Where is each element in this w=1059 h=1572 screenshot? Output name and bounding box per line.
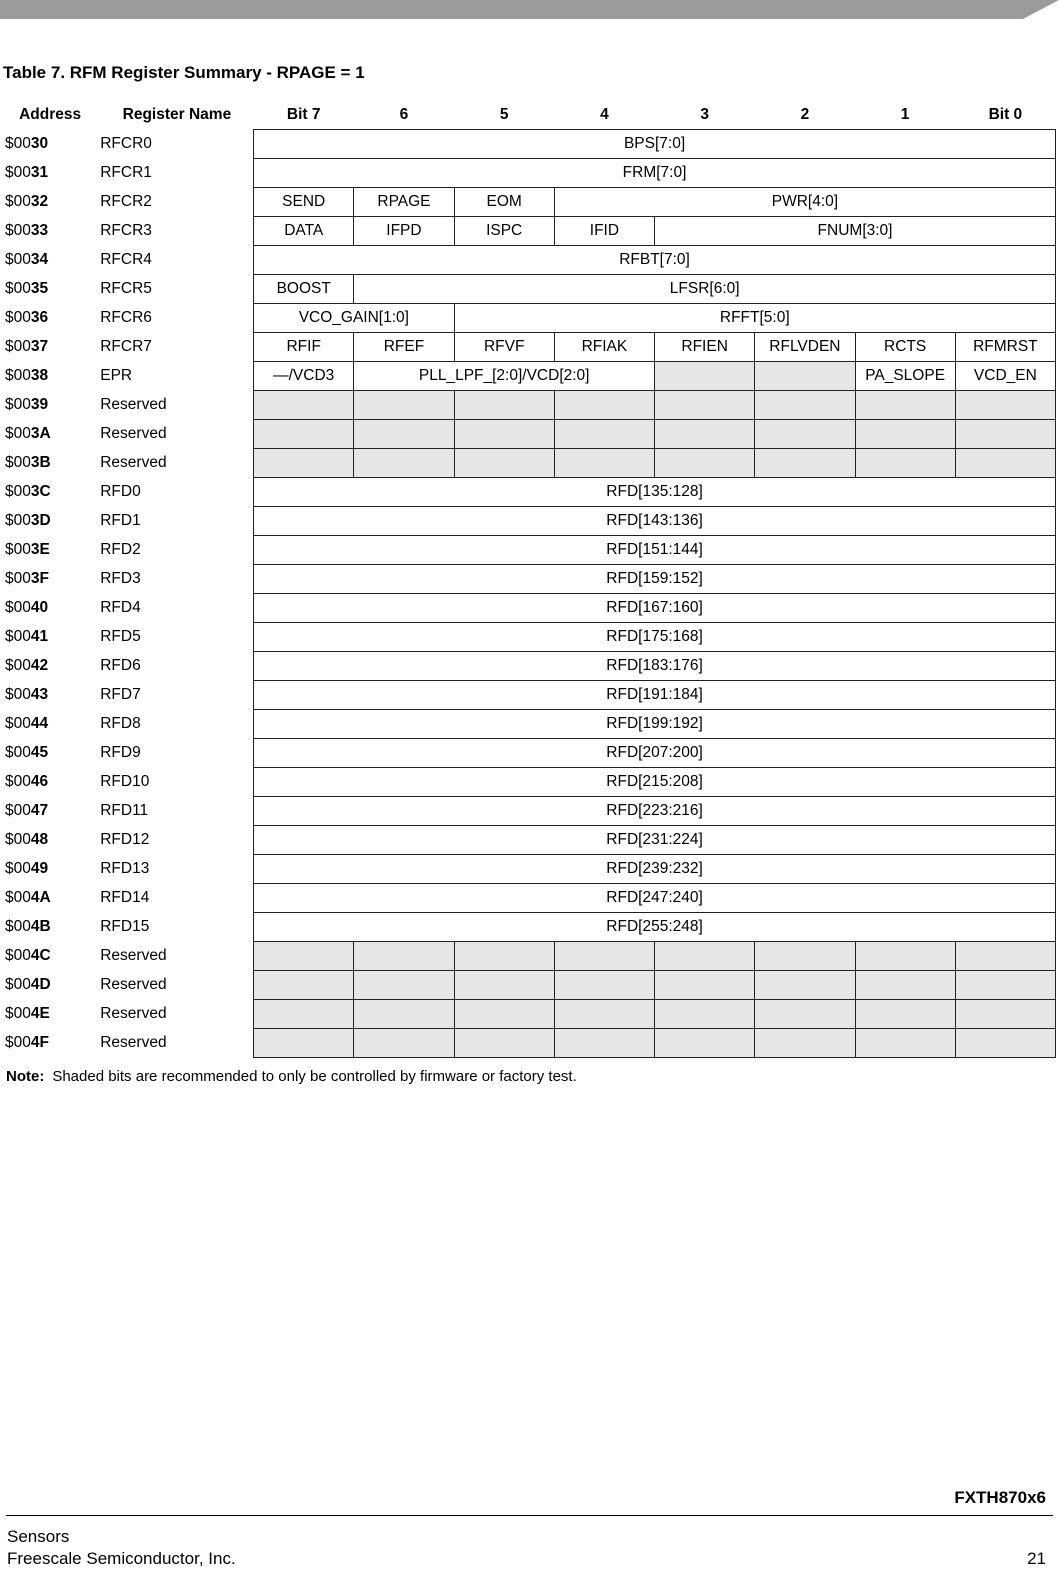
- bit-field-cell: VCD_EN: [955, 362, 1055, 391]
- reserved-bit-cell: [755, 942, 855, 971]
- footer-part-number: FXTH870x6: [954, 1488, 1046, 1507]
- register-address: $0032: [5, 193, 49, 210]
- reserved-bit-cell: [554, 391, 654, 420]
- bit-field-cell: RFMRST: [955, 333, 1055, 362]
- register-address: $003C: [5, 483, 51, 500]
- reserved-bit-cell: [855, 971, 955, 1000]
- table-row: [0, 594, 1056, 623]
- bit-field-cell: RFD[183:176]: [254, 652, 1056, 681]
- table-row: [0, 507, 1056, 536]
- register-name: RFCR2: [100, 193, 152, 210]
- bit-field-cell: RFD[151:144]: [254, 536, 1056, 565]
- bit-field-cell: RFD[135:128]: [254, 478, 1056, 507]
- bit-field-cell: RFBT[7:0]: [254, 246, 1056, 275]
- table-row: [0, 652, 1056, 681]
- register-address: $0043: [5, 686, 49, 703]
- table-row: [0, 362, 1056, 391]
- table-row: [0, 449, 1056, 478]
- reserved-bit-cell: [955, 942, 1055, 971]
- reserved-bit-cell: [254, 1000, 354, 1029]
- table-row: [0, 246, 1056, 275]
- register-name: RFD3: [100, 570, 141, 587]
- reserved-bit-cell: [454, 449, 554, 478]
- header-bit2: 2: [800, 105, 810, 123]
- footer-category: Sensors: [7, 1527, 70, 1546]
- reserved-bit-cell: [454, 1000, 554, 1029]
- table-row: [0, 478, 1056, 507]
- table-row: [0, 391, 1056, 420]
- register-name: EPR: [100, 367, 133, 384]
- header-bit4: 4: [600, 105, 609, 123]
- register-address: $0036: [5, 309, 49, 326]
- register-address: $0046: [5, 773, 49, 790]
- register-name: RFD8: [100, 715, 141, 732]
- table-row: [0, 826, 1056, 855]
- register-name: RFD9: [100, 744, 141, 761]
- header-bit7: Bit 7: [286, 105, 321, 123]
- register-address: $003D: [5, 512, 51, 529]
- note-label: Note:: [6, 1068, 45, 1085]
- bit-field-cell: ISPC: [454, 217, 554, 246]
- bit-field-cell: RFFT[5:0]: [454, 304, 1055, 333]
- bit-field-cell: PLL_LPF_[2:0]/VCD[2:0]: [354, 362, 655, 391]
- bit-field-cell: IFID: [554, 217, 654, 246]
- register-address: $0042: [5, 657, 49, 674]
- table-row: [0, 1029, 1056, 1058]
- reserved-bit-cell: [454, 391, 554, 420]
- reserved-bit-cell: [554, 1029, 654, 1058]
- page-number: 21: [1027, 1549, 1046, 1568]
- register-name: RFD4: [100, 599, 141, 616]
- header-register-name: Register Name: [122, 105, 232, 123]
- reserved-bit-cell: [955, 1029, 1055, 1058]
- bit-field-cell: RFD[223:216]: [254, 797, 1056, 826]
- reserved-bit-cell: [254, 391, 354, 420]
- register-name: Reserved: [100, 1005, 167, 1022]
- register-address: $0047: [5, 802, 49, 819]
- footer-divider: [6, 1515, 1053, 1516]
- header-address: Address: [19, 105, 82, 123]
- reserved-bit-cell: [655, 1000, 755, 1029]
- reserved-bit-cell: [254, 449, 354, 478]
- register-name: Reserved: [100, 947, 167, 964]
- register-name: RFCR6: [100, 309, 152, 326]
- bit-field-cell: RFEF: [354, 333, 454, 362]
- footer-company: Freescale Semiconductor, Inc.: [7, 1549, 236, 1568]
- register-address: $0034: [5, 251, 49, 268]
- reserved-bit-cell: [855, 420, 955, 449]
- reserved-bit-cell: [855, 449, 955, 478]
- bit-field-cell: BPS[7:0]: [254, 130, 1056, 159]
- table-title: Table 7. RFM Register Summary - RPAGE = 1: [3, 63, 365, 82]
- reserved-bit-cell: [554, 1000, 654, 1029]
- register-name: RFD15: [100, 918, 150, 935]
- reserved-bit-cell: [655, 420, 755, 449]
- bit-field-cell: RFD[231:224]: [254, 826, 1056, 855]
- table-row: [0, 275, 1056, 304]
- table-row: [0, 739, 1056, 768]
- table-header-row: [0, 100, 1056, 130]
- register-address: $004D: [5, 976, 51, 993]
- bit-field-cell: RFIAK: [554, 333, 654, 362]
- register-name: RFD11: [100, 802, 149, 819]
- register-address: $004A: [5, 889, 51, 906]
- register-name: RFD14: [100, 889, 150, 906]
- reserved-bit-cell: [254, 420, 354, 449]
- bit-field-cell: RFD[143:136]: [254, 507, 1056, 536]
- table-row: [0, 159, 1056, 188]
- table-row: [0, 333, 1056, 362]
- bit-field-cell: RFD[239:232]: [254, 855, 1056, 884]
- register-address: $003E: [5, 541, 50, 558]
- register-name: RFCR5: [100, 280, 152, 297]
- reserved-bit-cell: [354, 420, 454, 449]
- bit-field-cell: RFVF: [454, 333, 554, 362]
- bit-field-cell: RFIEN: [655, 333, 755, 362]
- bit-field-cell: FNUM[3:0]: [655, 217, 1056, 246]
- register-name: RFCR0: [100, 135, 152, 152]
- bit-field-cell: RFD[159:152]: [254, 565, 1056, 594]
- header-bar: [0, 0, 1059, 19]
- reserved-bit-cell: [254, 1029, 354, 1058]
- table-row: [0, 217, 1056, 246]
- shaded-bit-cell: [755, 362, 855, 391]
- reserved-bit-cell: [554, 449, 654, 478]
- reserved-bit-cell: [655, 942, 755, 971]
- register-name: RFCR3: [100, 222, 152, 239]
- register-name: RFCR4: [100, 251, 152, 268]
- reserved-bit-cell: [955, 391, 1055, 420]
- bit-field-cell: RCTS: [855, 333, 955, 362]
- table-row: [0, 681, 1056, 710]
- bit-field-cell: RPAGE: [354, 188, 454, 217]
- register-address: $0049: [5, 860, 49, 877]
- register-name: Reserved: [100, 976, 167, 993]
- reserved-bit-cell: [855, 391, 955, 420]
- reserved-bit-cell: [354, 1000, 454, 1029]
- register-address: $0041: [5, 628, 49, 645]
- reserved-bit-cell: [254, 942, 354, 971]
- table-row: [0, 855, 1056, 884]
- reserved-bit-cell: [655, 1029, 755, 1058]
- register-name: Reserved: [100, 454, 167, 471]
- register-address: $0039: [5, 396, 49, 413]
- reserved-bit-cell: [855, 1000, 955, 1029]
- register-name: RFD13: [100, 860, 150, 877]
- reserved-bit-cell: [454, 971, 554, 1000]
- reserved-bit-cell: [755, 1000, 855, 1029]
- bit-field-cell: RFD[191:184]: [254, 681, 1056, 710]
- bit-field-cell: FRM[7:0]: [254, 159, 1056, 188]
- header-bit6: 6: [399, 105, 409, 123]
- register-address: $0033: [5, 222, 49, 239]
- bit-field-cell: DATA: [254, 217, 354, 246]
- bit-field-cell: VCO_GAIN[1:0]: [254, 304, 454, 333]
- register-address: $0038: [5, 367, 49, 384]
- bit-field-cell: RFD[207:200]: [254, 739, 1056, 768]
- register-name: RFD1: [100, 512, 141, 529]
- bit-field-cell: EOM: [454, 188, 554, 217]
- bit-field-cell: RFD[199:192]: [254, 710, 1056, 739]
- bit-field-cell: SEND: [254, 188, 354, 217]
- reserved-bit-cell: [655, 391, 755, 420]
- register-name: Reserved: [100, 425, 167, 442]
- bit-field-cell: RFD[255:248]: [254, 913, 1056, 942]
- reserved-bit-cell: [354, 971, 454, 1000]
- table-row: [0, 884, 1056, 913]
- reserved-bit-cell: [955, 420, 1055, 449]
- reserved-bit-cell: [254, 971, 354, 1000]
- bit-field-cell: LFSR[6:0]: [354, 275, 1056, 304]
- bit-field-cell: PWR[4:0]: [554, 188, 1055, 217]
- register-name: RFD7: [100, 686, 141, 703]
- register-address: $0048: [5, 831, 49, 848]
- reserved-bit-cell: [454, 1029, 554, 1058]
- register-address: $0035: [5, 280, 49, 297]
- reserved-bit-cell: [855, 942, 955, 971]
- table-row: [0, 130, 1056, 159]
- reserved-bit-cell: [755, 391, 855, 420]
- table-row: [0, 942, 1056, 971]
- register-name: RFD5: [100, 628, 141, 645]
- reserved-bit-cell: [354, 391, 454, 420]
- register-name: RFD0: [100, 483, 141, 500]
- header-bit1: 1: [900, 105, 910, 123]
- reserved-bit-cell: [755, 1029, 855, 1058]
- register-address: $0044: [5, 715, 49, 732]
- register-address: $0031: [5, 164, 49, 181]
- reserved-bit-cell: [855, 1029, 955, 1058]
- reserved-bit-cell: [755, 420, 855, 449]
- register-address: $003A: [5, 425, 51, 442]
- table-row: [0, 797, 1056, 826]
- table-body: [0, 130, 1056, 1058]
- reserved-bit-cell: [655, 971, 755, 1000]
- register-name: RFD10: [100, 773, 150, 790]
- register-name: RFD2: [100, 541, 141, 558]
- bit-field-cell: PA_SLOPE: [855, 362, 955, 391]
- table-row: [0, 623, 1056, 652]
- reserved-bit-cell: [454, 942, 554, 971]
- register-name: Reserved: [100, 396, 167, 413]
- register-address: $004F: [5, 1034, 49, 1051]
- table-row: [0, 188, 1056, 217]
- register-address: $0045: [5, 744, 49, 761]
- table-row: [0, 913, 1056, 942]
- register-address: $003B: [5, 454, 51, 471]
- register-name: RFD12: [100, 831, 150, 848]
- reserved-bit-cell: [955, 449, 1055, 478]
- reserved-bit-cell: [955, 971, 1055, 1000]
- register-name: Reserved: [100, 1034, 167, 1051]
- register-address: $004E: [5, 1005, 50, 1022]
- bit-field-cell: —/VCD3: [254, 362, 354, 391]
- table-note: [6, 1068, 577, 1085]
- table-row: [0, 420, 1056, 449]
- reserved-bit-cell: [554, 942, 654, 971]
- bit-field-cell: RFLVDEN: [755, 333, 855, 362]
- reserved-bit-cell: [755, 449, 855, 478]
- reserved-bit-cell: [755, 971, 855, 1000]
- note-text: Shaded bits are recommended to only be controlled by firmware or factory test.: [52, 1068, 577, 1085]
- header-bit3: 3: [700, 105, 709, 123]
- bit-field-cell: IFPD: [354, 217, 454, 246]
- reserved-bit-cell: [554, 971, 654, 1000]
- register-name: RFCR1: [100, 164, 152, 181]
- register-address: $0037: [5, 338, 49, 355]
- reserved-bit-cell: [955, 1000, 1055, 1029]
- reserved-bit-cell: [554, 420, 654, 449]
- bit-field-cell: RFIF: [254, 333, 354, 362]
- header-bit5: 5: [499, 105, 509, 123]
- register-address: $004B: [5, 918, 51, 935]
- table-row: [0, 565, 1056, 594]
- reserved-bit-cell: [354, 449, 454, 478]
- register-name: RFD6: [100, 657, 141, 674]
- reserved-bit-cell: [454, 420, 554, 449]
- bit-field-cell: RFD[247:240]: [254, 884, 1056, 913]
- table-row: [0, 971, 1056, 1000]
- bit-field-cell: BOOST: [254, 275, 354, 304]
- register-address: $003F: [5, 570, 49, 587]
- table-row: [0, 768, 1056, 797]
- table-row: [0, 1000, 1056, 1029]
- table-row: [0, 710, 1056, 739]
- table-row: [0, 536, 1056, 565]
- register-table: [0, 100, 1056, 1058]
- reserved-bit-cell: [354, 1029, 454, 1058]
- register-address: $0030: [5, 135, 49, 152]
- table-row: [0, 304, 1056, 333]
- bit-field-cell: RFD[215:208]: [254, 768, 1056, 797]
- register-address: $004C: [5, 947, 51, 964]
- reserved-bit-cell: [354, 942, 454, 971]
- register-name: RFCR7: [100, 338, 152, 355]
- shaded-bit-cell: [655, 362, 755, 391]
- bit-field-cell: RFD[167:160]: [254, 594, 1056, 623]
- register-address: $0040: [5, 599, 49, 616]
- header-bit0: Bit 0: [988, 105, 1023, 123]
- reserved-bit-cell: [655, 449, 755, 478]
- bit-field-cell: RFD[175:168]: [254, 623, 1056, 652]
